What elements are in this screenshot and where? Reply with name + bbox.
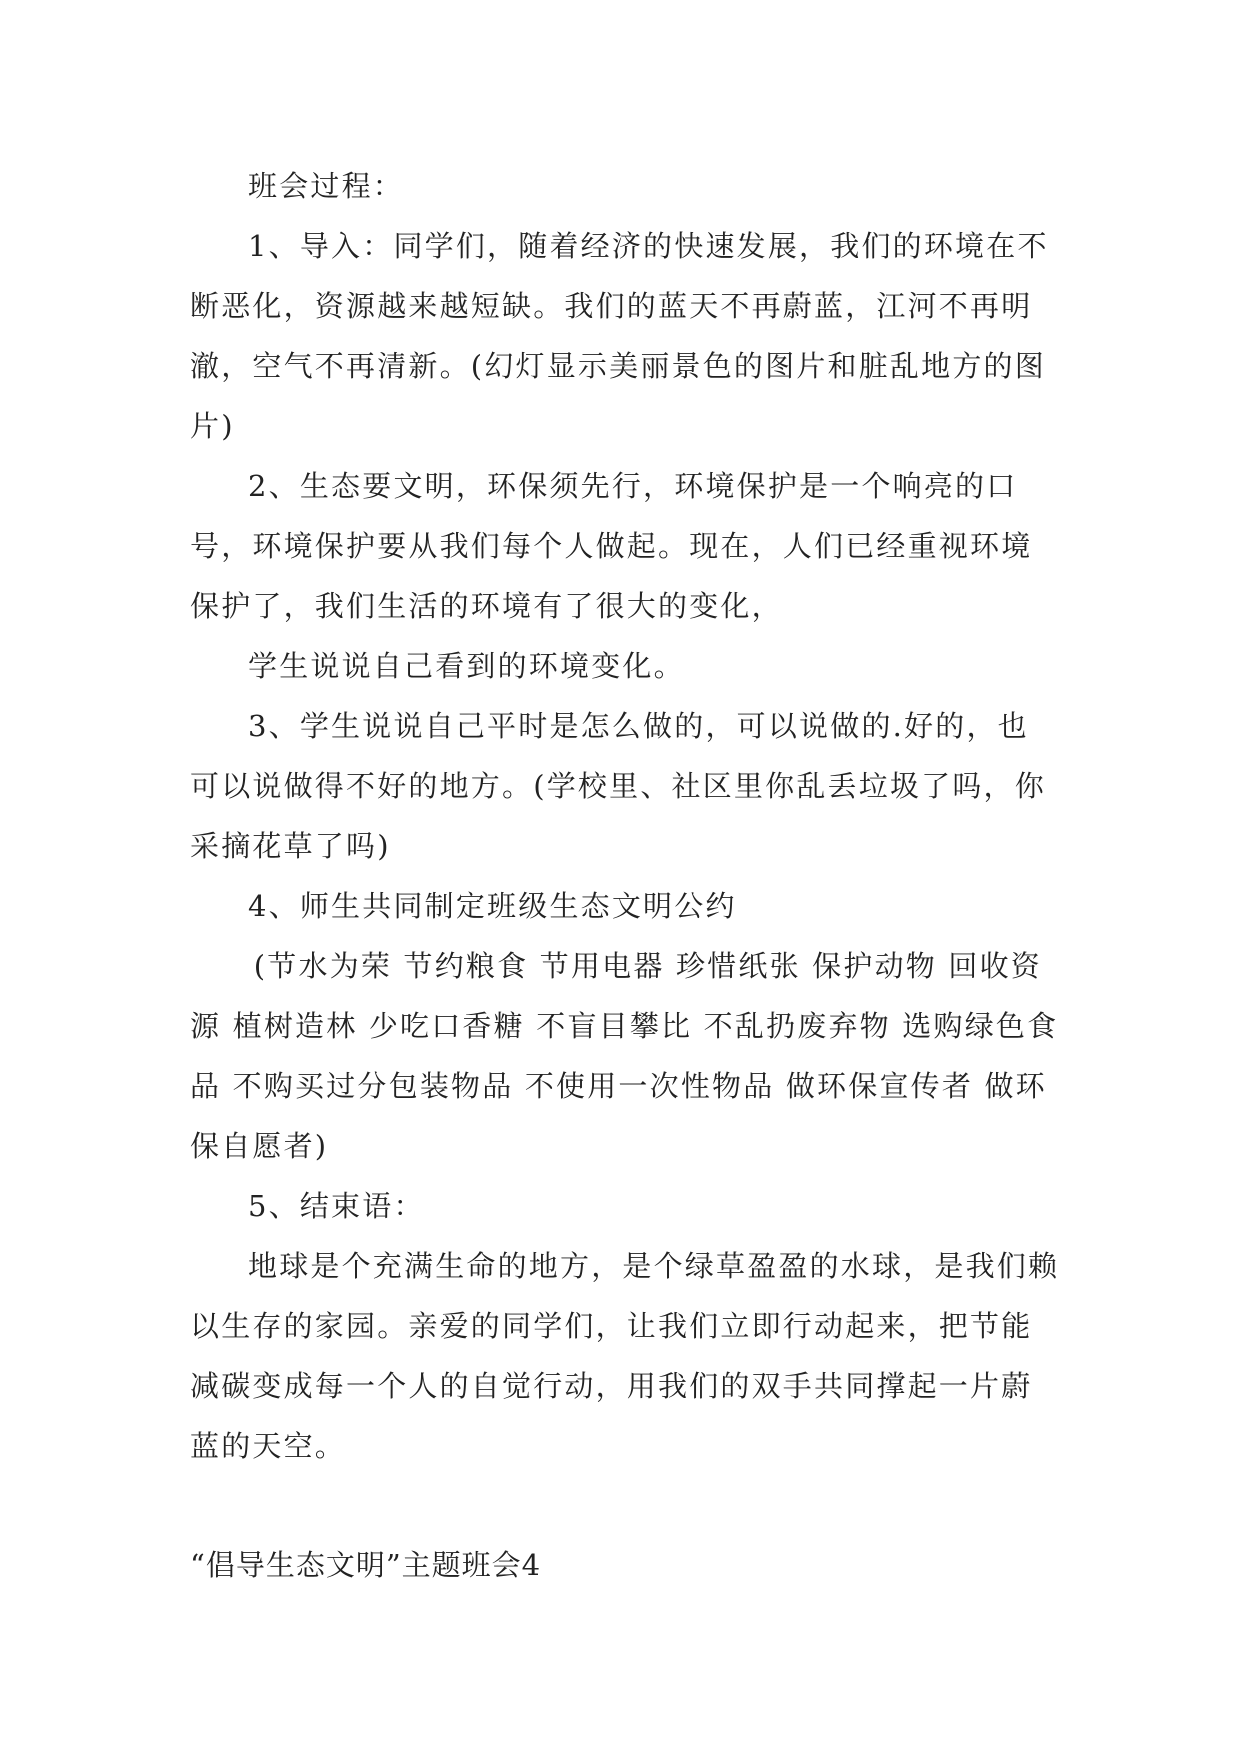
paragraph-step-3-behavior: 3、学生说说自己平时是怎么做的，可以说做的.好的，也可以说做得不好的地方。(学校里、社区里你乱丢垃圾了吗，你采摘花草了吗) [190,709,1046,863]
paragraph-student-observations: 学生说说自己看到的环境变化。 [248,649,685,683]
document-body [190,156,1060,1476]
paragraph-step-5-closing: 5、结束语： [248,1189,425,1223]
paragraph-step-1-intro: 1、导入：同学们，随着经济的快速发展，我们的环境在不断恶化，资源越来越短缺。我们的蓝天不再蔚蓝，江河不再明澈，空气不再清新。(幻灯显示美丽景色的图片和脏乱地方的图片) [190,229,1049,443]
paragraph-process-heading: 班会过程： [248,169,405,203]
paragraph-closing-text: 地球是个充满生命的地方，是个绿草盈盈的水球，是我们赖以生存的家园。亲爱的同学们，让我们立即行动起来，把节能减碳变成每一个人的自觉行动，用我们的双手共同撑起一片蔚蓝的天空。 [190,1249,1060,1463]
paragraph-step-2-ecology: 2、生态要文明，环保须先行，环境保护是一个响亮的口号，环境保护要从我们每个人做起。现在，人们已经重视环境保护了，我们生活的环境有了很大的变化， [190,469,1033,623]
paragraph-step-4-pact: 4、师生共同制定班级生态文明公约 [248,889,737,923]
next-section-title: “倡导生态文明”主题班会4 [190,1548,542,1582]
paragraph-pact-items: (节水为荣 节约粮食 节用电器 珍惜纸张 保护动物 回收资源 植树造林 少吃口香糖 不盲目攀比 不乱扔废弃物 选购绿色食品 不购买过分包装物品 不使用一次性物品 做环保宣传者 做环保自愿者) [190,949,1059,1163]
